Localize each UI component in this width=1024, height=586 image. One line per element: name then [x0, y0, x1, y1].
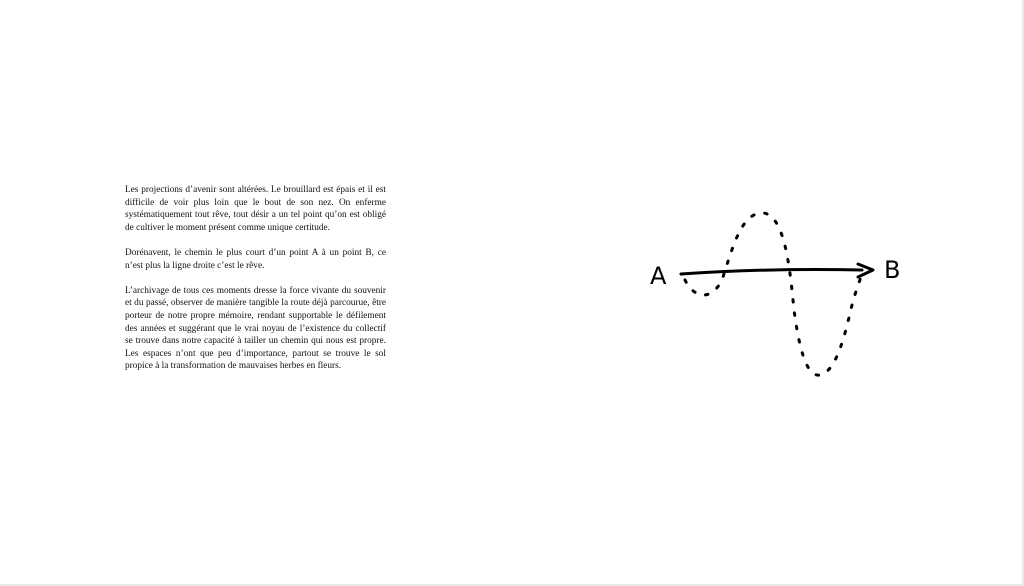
- a-to-b-diagram: [640, 200, 910, 390]
- path-illustration: [640, 200, 910, 390]
- straight-line: [681, 270, 862, 275]
- paragraph-3: L’archivage de tous ces moments dresse la force vivante du souvenir et du passé, observer de manière tangible la route déjà parcourue, être porteur de notre propre mémoire, rendant supportable le défilement des années et suggérant que le vrai noyau de l’existence du collectif se trouve dans notre capacité à tailler un chemin qui nous est propre. Les espaces n’ont que peu d’importance, partout se trouve le sol propice à la transformation de mauvaises herbes en fleurs.: [125, 285, 386, 372]
- paragraph-1: Les projections d’avenir sont altérées. Le brouillard est épais et il est difficile de voir plus loin que le bout de son nez. On enferme systématiquement tout rêve, tout désir a un tel point qu’on est obligé de cultiver le moment présent comme unique certitude.: [125, 185, 386, 233]
- paragraph-2: Dorénavent, le chemin le plus court d’un point A à un point B, ce n’est plus la ligne droite c’est le rêve.: [125, 247, 386, 271]
- point-b-label: B: [884, 256, 901, 284]
- dotted-dream-path: [685, 213, 862, 375]
- body-text: [125, 184, 386, 373]
- point-a-label: A: [650, 262, 667, 290]
